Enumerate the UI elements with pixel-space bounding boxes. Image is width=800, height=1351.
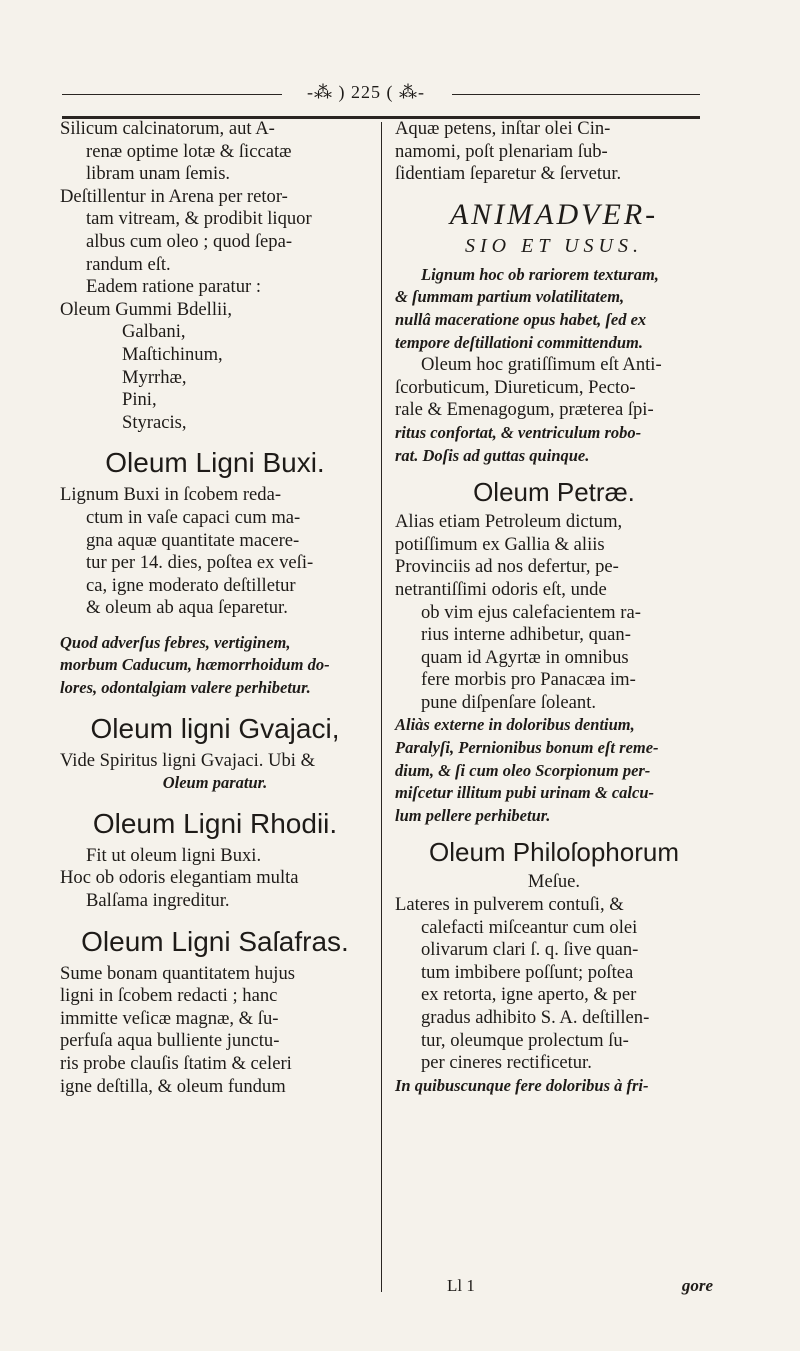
text-line: ca, igne moderato deſtilletur bbox=[86, 574, 296, 596]
text-line: ris probe clauſis ſtatim & celeri bbox=[60, 1053, 292, 1074]
text-line: Aquæ petens, inſtar olei Cin- bbox=[395, 118, 611, 139]
italic-line: dium, & ſi cum oleo Scorpionum per- bbox=[395, 760, 651, 780]
text-line: Hoc ob odoris elegantiam multa bbox=[60, 867, 299, 889]
text-line: gna aquæ quantitate macere- bbox=[86, 529, 300, 551]
text-line: renæ optime lotæ & ſiccatæ bbox=[86, 140, 292, 162]
italic-line: lores, odontalgiam valere perhibetur. bbox=[60, 678, 311, 698]
text-line: pune diſpenſare ſoleant. bbox=[421, 691, 597, 713]
text-line: & oleum ab aqua ſeparetur. bbox=[86, 597, 288, 619]
text-line: Lignum Buxi in ſcobem reda- bbox=[60, 484, 282, 506]
italic-line: Lignum hoc ob rariorem texturam, bbox=[421, 264, 659, 284]
text-line: rale & Emenagogum, præterea ſpi- bbox=[395, 399, 654, 421]
section-heading: Oleum ligni Gvajaci, bbox=[90, 712, 340, 744]
text-line: namomi, poſt plenariam ſub- bbox=[395, 140, 608, 162]
text-line: Vide Spiritus ligni Gvajaci. Ubi & bbox=[60, 749, 316, 771]
page-number: -⁂ ) 225 ( ⁂- bbox=[307, 82, 425, 102]
italic-line: miſcetur illitum pubi urinam & calcu- bbox=[395, 783, 654, 803]
section-subheading: SIO ET USUS. bbox=[465, 234, 643, 257]
text-line: Provinciis ad nos defertur, pe- bbox=[395, 556, 619, 578]
text-line: ſidentiam ſeparetur & ſervetur. bbox=[395, 163, 622, 185]
text-line: tur, oleumque prolectum ſu- bbox=[421, 1029, 629, 1051]
text-line: tur per 14. dies, poſtea ex veſi- bbox=[86, 552, 314, 574]
text-line: olivarum clari ſ. q. ſive quan- bbox=[421, 939, 639, 961]
catchword: gore bbox=[681, 1276, 713, 1295]
text-line: gradus adhibito S. A. deſtillen- bbox=[421, 1007, 650, 1028]
italic-line: Paralyſi, Pernionibus bonum eſt reme- bbox=[395, 738, 659, 758]
italic-line: ritus confortat, & ventriculum robo- bbox=[395, 422, 642, 442]
text-line: randum eſt. bbox=[86, 253, 171, 275]
text-line: ctum in vaſe capaci cum ma- bbox=[86, 506, 301, 528]
section-heading: Oleum Ligni Rhodii. bbox=[92, 807, 338, 839]
italic-line: Aliàs externe in doloribus dentium, bbox=[395, 715, 635, 735]
list-item: Galbani, bbox=[122, 321, 186, 343]
text-line: Lateres in pulverem contuſi, & bbox=[395, 894, 624, 916]
text-line: tum imbibere poſſunt; poſtea bbox=[421, 961, 634, 983]
section-heading: Oleum Ligni Saſafras. bbox=[81, 925, 349, 957]
italic-line: Quod adverſus febres, vertiginem, bbox=[60, 632, 291, 652]
text-line: calefacti miſceantur cum olei bbox=[421, 916, 638, 938]
italic-line: tempore deſtillationi committendum. bbox=[395, 332, 643, 352]
text-line: ſcorbuticum, Diureticum, Pecto- bbox=[395, 376, 636, 398]
text-line: ex retorta, igne aperto, & per bbox=[421, 984, 637, 1006]
list-item: Pini, bbox=[122, 389, 157, 411]
signature-mark: Ll 1 bbox=[447, 1276, 475, 1295]
text-line: Oleum hoc gratiſſimum eſt Anti- bbox=[421, 354, 662, 376]
list-item: Styracis, bbox=[122, 411, 187, 433]
section-heading: Oleum Ligni Buxi. bbox=[105, 447, 325, 479]
text-line: Fit ut oleum ligni Buxi. bbox=[86, 844, 262, 866]
text-line: netrantiſſimi odoris eſt, unde bbox=[395, 578, 607, 600]
text-line: immitte veſicæ magnæ, & ſu- bbox=[60, 1007, 279, 1029]
text-line: fere morbis pro Panacæa im- bbox=[421, 669, 636, 691]
text-line: albus cum oleo ; quod ſepa- bbox=[86, 230, 293, 252]
column-divider bbox=[381, 122, 382, 1292]
text-line: quam id Agyrtæ in omnibus bbox=[421, 646, 629, 668]
text-line: Oleum Gummi Bdellii, bbox=[60, 298, 232, 320]
text-line: perfuſa aqua bulliente junctu- bbox=[60, 1030, 280, 1052]
section-subheading: Meſue. bbox=[527, 871, 581, 893]
section-heading: Oleum Philoſophorum bbox=[428, 837, 679, 868]
section-heading: ANIMADVER- bbox=[449, 197, 659, 231]
list-item: Myrrhæ, bbox=[122, 366, 187, 388]
header-rule-right bbox=[452, 94, 700, 95]
list-item: Maſtichinum, bbox=[122, 343, 223, 365]
text-line: rius interne adhibetur, quan- bbox=[421, 624, 631, 646]
left-column bbox=[60, 118, 370, 1098]
text-line: Balſama ingreditur. bbox=[86, 890, 230, 912]
italic-line: rat. Doſis ad guttas quinque. bbox=[395, 445, 590, 465]
text-line: ligni in ſcobem redacti ; hanc bbox=[60, 985, 278, 1007]
right-column bbox=[395, 118, 713, 1097]
section-heading: Oleum Petræ. bbox=[473, 477, 635, 508]
italic-line: morbum Caducum, hæmorrhoidum do- bbox=[60, 655, 330, 675]
text-line: Sume bonam quantitatem hujus bbox=[60, 962, 295, 984]
text-line: per cineres rectificetur. bbox=[421, 1052, 592, 1074]
italic-line: In quibuscunque fere doloribus à fri- bbox=[395, 1075, 649, 1095]
text-line: igne deſtilla, & oleum fundum bbox=[60, 1075, 286, 1097]
header-rule-left bbox=[62, 94, 282, 95]
italic-line: nullâ maceratione opus habet, ſed ex bbox=[395, 309, 647, 329]
italic-line: & ſummam partium volatilitatem, bbox=[395, 287, 625, 307]
text-line: Alias etiam Petroleum dictum, bbox=[395, 511, 623, 533]
text-line: libram unam ſemis. bbox=[86, 163, 231, 185]
italic-line: Oleum paratur. bbox=[162, 773, 268, 793]
text-line: Deſtillentur in Arena per retor- bbox=[60, 185, 288, 207]
text-line: potiſſimum ex Gallia & aliis bbox=[395, 533, 605, 555]
text-line: tam vitream, & prodibit liquor bbox=[86, 208, 312, 230]
text-line: Eadem ratione paratur : bbox=[86, 276, 262, 298]
text-line: Silicum calcinatorum, aut A- bbox=[60, 118, 275, 139]
running-header bbox=[0, 80, 800, 120]
italic-line: lum pellere perhibetur. bbox=[395, 805, 551, 825]
text-line: ob vim ejus calefacientem ra- bbox=[421, 601, 641, 623]
